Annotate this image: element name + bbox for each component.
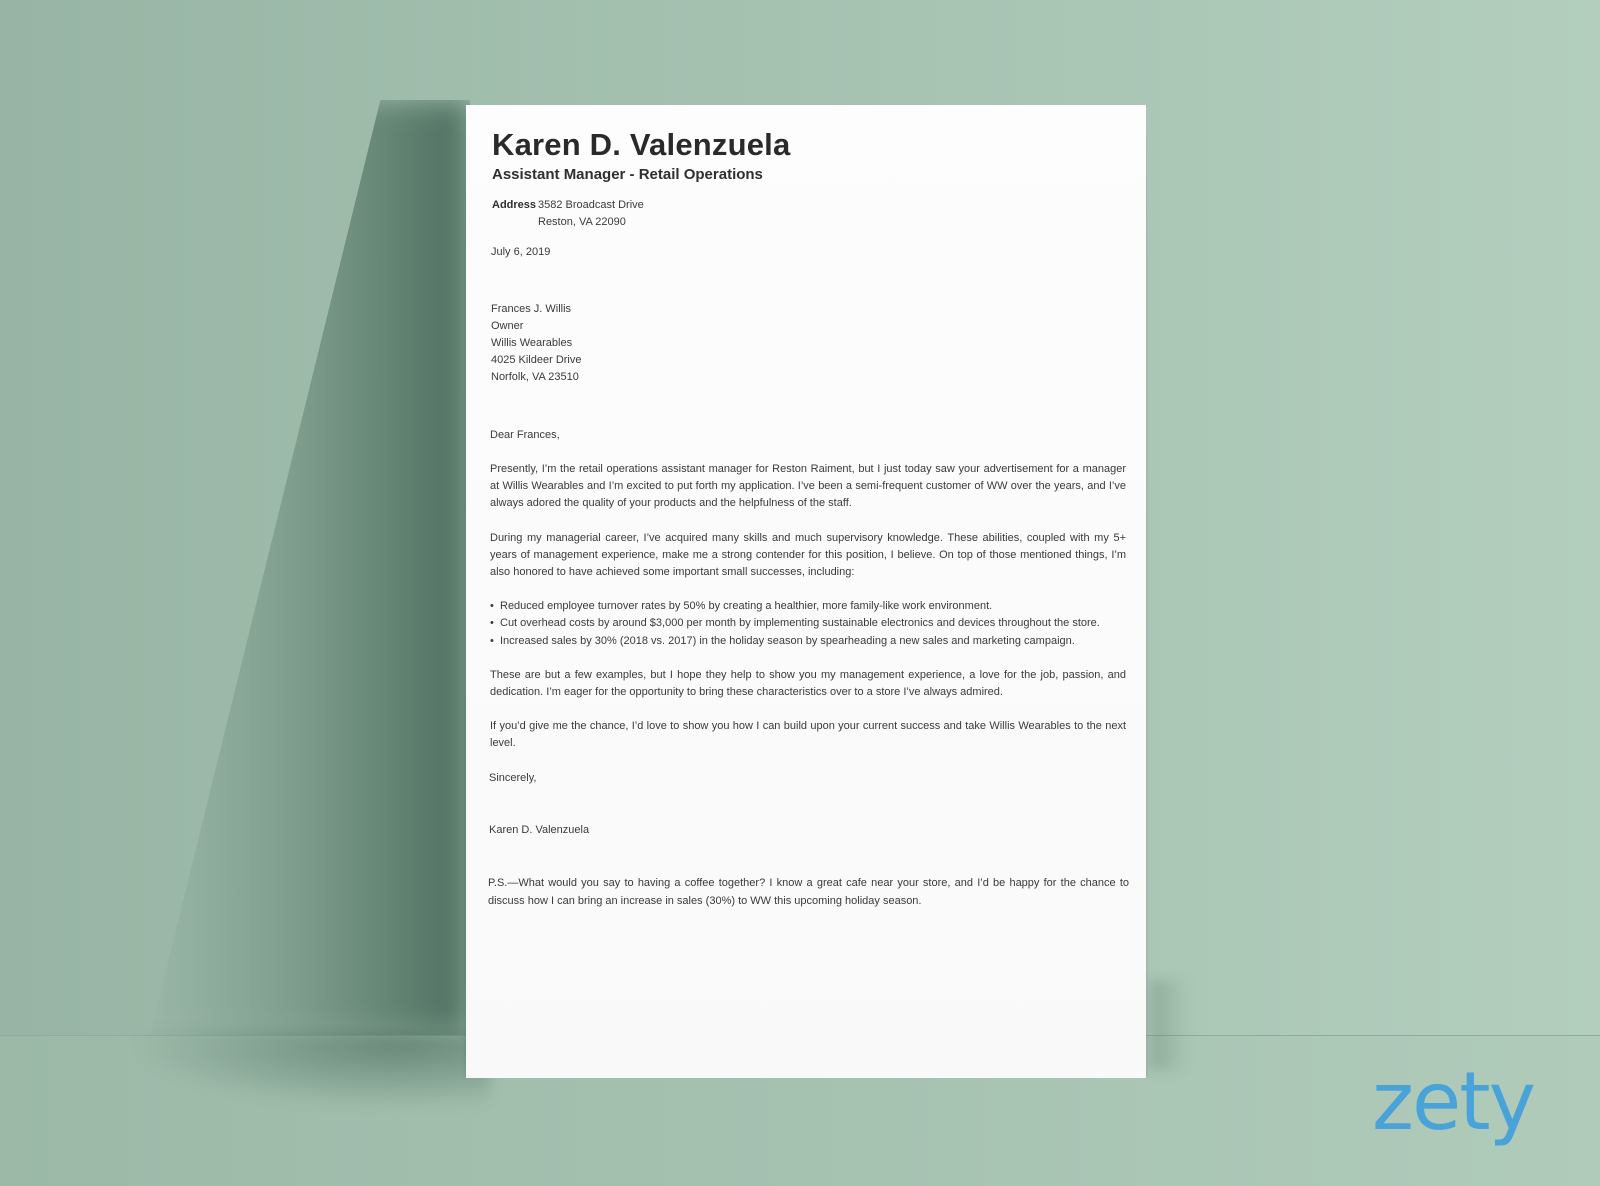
- letter-date: July 6, 2019: [491, 246, 551, 258]
- postscript: P.S.—What would you say to having a coffee together? I know a great cafe near your store, and I’d be happy for the chance to discuss how I can bring an increase in sales (30%) to WW this upcoming holiday season.: [488, 876, 1129, 907]
- signature-name: Karen D. Valenzuela: [489, 823, 590, 836]
- list-item: [490, 615, 1128, 632]
- list-item-text: Cut overhead costs by around $3,000 per month by implementing sustainable electronics and devices throughout the store.: [500, 617, 1100, 630]
- address-line: Reston, VA 22090: [538, 216, 626, 228]
- list-item-text: Increased sales by 30% (2018 vs. 2017) in the holiday season by spearheading a new sales and marketing campaign.: [500, 634, 1075, 647]
- closing: Sincerely,: [489, 771, 537, 784]
- recipient-city: Norfolk, VA 23510: [491, 371, 579, 383]
- recipient-title: Owner: [491, 320, 524, 332]
- sender-name: Karen D. Valenzuela: [492, 127, 791, 162]
- list-item: [490, 598, 1128, 615]
- list-item: [490, 633, 1128, 650]
- list-item-text: Reduced employee turnover rates by 50% by creating a healthier, more family-like work environment.: [500, 600, 993, 613]
- body-paragraph: Presently, I’m the retail operations assistant manager for Reston Raiment, but I just today saw your advertisement for a manager at Willis Wearables and I’m excited to put forth my application. I’ve been a semi-frequent customer of WW over the years, and I’ve always adored the quality of your products and the helpfulness of the staff.: [490, 463, 1126, 510]
- floor-shadow: [130, 1030, 490, 1110]
- paper-shadow-right: [1150, 980, 1190, 1070]
- sender-title: Assistant Manager - Retail Operations: [492, 166, 763, 183]
- cover-letter: [488, 125, 1128, 910]
- address-line: 3582 Broadcast Drive: [538, 199, 644, 211]
- recipient-block: [488, 301, 1128, 386]
- achievements-list: [488, 598, 1128, 650]
- address-label: Address: [492, 199, 537, 211]
- body-paragraph: These are but a few examples, but I hope they help to show you my management experience, a love for the job, passion, and dedication. I’m eager for the opportunity to bring these characteristics over to a store I’ve always admired.: [490, 668, 1126, 699]
- address-lines: [538, 197, 644, 231]
- recipient-street: 4025 Kildeer Drive: [491, 354, 582, 366]
- sender-address: [488, 197, 1128, 231]
- bullet-icon: •: [490, 600, 494, 613]
- body-paragraph: If you’d give me the chance, I’d love to show you how I can build upon your current success and take Willis Wearables to the next level.: [490, 720, 1126, 750]
- zety-logo: zety: [1372, 1055, 1534, 1148]
- bullet-icon: •: [490, 634, 494, 647]
- bullet-icon: •: [490, 617, 494, 630]
- body-paragraph: During my managerial career, I’ve acquired many skills and much supervisory knowledge. These abilities, coupled with my 5+ years of management experience, make me a strong contender for this position, I believe. On top of those mentioned things, I’m also honored to have achieved some important small successes, including:: [490, 531, 1126, 579]
- salutation: Dear Frances,: [490, 429, 560, 441]
- recipient-name: Frances J. Willis: [491, 303, 572, 315]
- recipient-company: Willis Wearables: [491, 337, 573, 349]
